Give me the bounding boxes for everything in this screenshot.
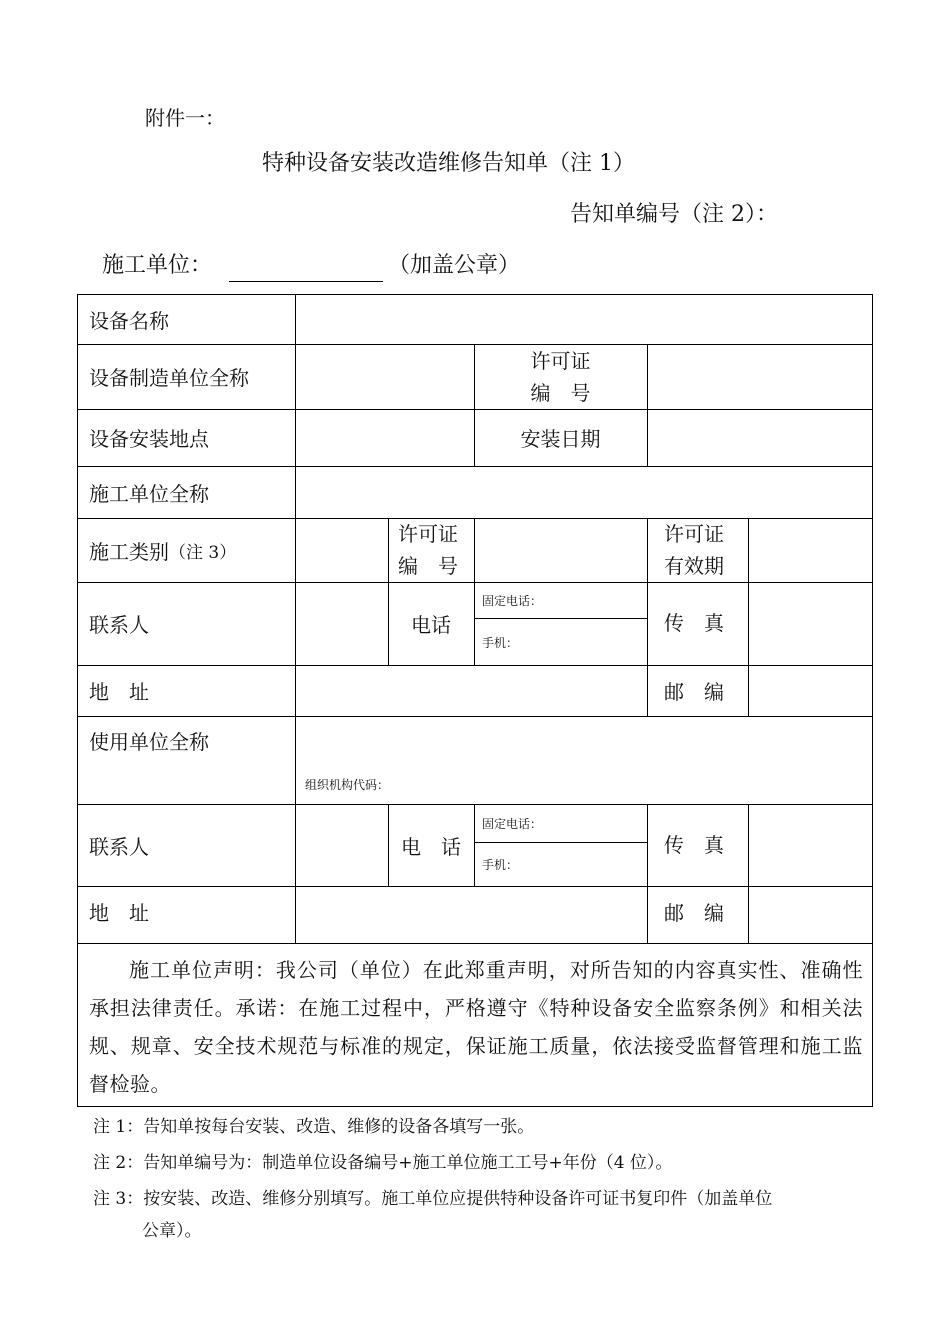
user-contact-label: 联系人: [89, 834, 149, 859]
fax-label: 传 真: [664, 610, 724, 635]
note-3-cont: 公章）。: [142, 1221, 202, 1241]
contact-label: 联系人: [89, 613, 149, 637]
work-type-label: [89, 518, 236, 582]
work-type-field[interactable]: [297, 520, 387, 581]
work-type-text: 施工类别: [89, 539, 169, 564]
phone-label: 电话: [411, 613, 451, 637]
user-unit-field[interactable]: [297, 718, 871, 768]
install-date-field[interactable]: [649, 411, 871, 465]
license-validity-line-2: 有效期: [664, 554, 724, 578]
user-address-field[interactable]: [297, 888, 646, 942]
note-3: 注 3：按安装、改造、维修分别填写。施工单位应提供特种设备许可证书复印件（加盖单位: [93, 1189, 773, 1209]
address-field[interactable]: [297, 667, 646, 715]
contractor-license-field[interactable]: [476, 520, 646, 581]
license-validity-label: [664, 518, 724, 582]
device-name-label: 设备名称: [89, 308, 169, 333]
manufacturer-license-field[interactable]: [649, 346, 871, 408]
manufacturer-license-label: [474, 344, 647, 409]
postcode-label: 邮 编: [664, 680, 724, 704]
user-fax-field[interactable]: [750, 806, 871, 885]
user-unit-label: 使用单位全称: [89, 730, 209, 754]
user-address-label: 地 址: [89, 901, 149, 925]
user-postcode-field[interactable]: [750, 888, 871, 942]
attachment-label: 附件一：: [145, 106, 225, 130]
note-1: 注 1：告知单按每台安装、改造、维修的设备各填写一张。: [93, 1117, 535, 1137]
install-location-field[interactable]: [297, 411, 473, 465]
user-postcode-label: 邮 编: [664, 901, 724, 925]
license-line-2: 编 号: [530, 380, 591, 405]
contractor-fullname-label: 施工单位全称: [89, 481, 209, 506]
license-validity-field[interactable]: [750, 520, 871, 581]
user-contact-field[interactable]: [297, 806, 387, 885]
document-title: 特种设备安装改造维修告知单（注 1）: [262, 151, 635, 176]
license-validity-line-1: 许可证: [664, 522, 724, 546]
contractor-fullname-field[interactable]: [297, 468, 871, 517]
address-label: 地 址: [89, 680, 149, 704]
install-date-label: 安装日期: [520, 427, 601, 451]
license-line-1: 许可证: [530, 348, 591, 373]
contact-field[interactable]: [297, 584, 387, 664]
note-2: 注 2：告知单编号为：制造单位设备编号+施工单位施工工号+年份（4 位）。: [93, 1153, 673, 1173]
user-mobile-label[interactable]: 手机：: [482, 858, 519, 872]
contractor-unit-blank[interactable]: [229, 281, 383, 282]
contractor-license-label: [398, 518, 458, 582]
contractor-unit-label: 施工单位：: [102, 253, 213, 278]
org-code-label[interactable]: 组织机构代码：: [305, 778, 390, 792]
seal-note: （加盖公章）: [388, 253, 521, 278]
fax-field[interactable]: [750, 584, 871, 664]
device-name-field[interactable]: [297, 296, 871, 343]
postcode-field[interactable]: [750, 667, 871, 715]
user-phone-label: 电 话: [401, 834, 461, 859]
install-location-label: 设备安装地点: [89, 427, 209, 451]
manufacturer-label: 设备制造单位全称: [89, 366, 249, 390]
manufacturer-field[interactable]: [297, 346, 473, 408]
contractor-declaration: 施工单位声明：我公司（单位）在此郑重声明，对所告知的内容真实性、准确性承担法律责任。承诺：在施工过程中，严格遵守《特种设备安全监察条例》和相关法规、规章、安全技术规范与标准的规定，保证施工质量，依法接受监督管理和施工监督检验。: [89, 958, 863, 1096]
user-fax-label: 传 真: [664, 832, 724, 857]
contractor-license-line-1: 许可证: [398, 522, 458, 546]
fixed-phone-label[interactable]: 固定电话：: [482, 593, 543, 608]
notice-number-label: 告知单编号（注 2）：: [570, 202, 778, 227]
mobile-label[interactable]: 手机：: [482, 635, 519, 650]
user-fixed-phone-label[interactable]: 固定电话：: [482, 816, 543, 831]
contractor-license-line-2: 编 号: [398, 554, 458, 578]
work-type-note: （注 3）: [169, 542, 237, 563]
